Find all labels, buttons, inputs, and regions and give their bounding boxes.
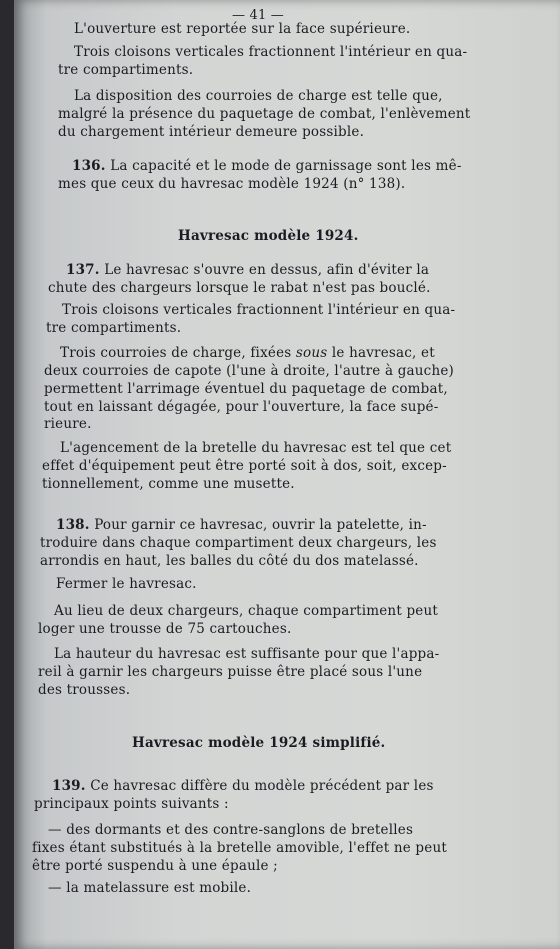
emphasis-text: sous bbox=[295, 345, 328, 361]
text-line: malgré la présence du paquetage de combat, l'enlèvement bbox=[58, 106, 471, 122]
text-line: des trousses. bbox=[38, 682, 131, 698]
paragraph-number: 137. bbox=[66, 262, 100, 278]
text-segment: le havresac, et bbox=[331, 345, 435, 361]
text-line: chute des chargeurs lorsque le rabat n'est pas bouclé. bbox=[48, 280, 431, 296]
book-page bbox=[14, 0, 560, 949]
page-number: — 41 — bbox=[232, 8, 285, 23]
text-line bbox=[60, 345, 435, 361]
text-line: loger une trousse de 75 cartouches. bbox=[38, 621, 292, 637]
text-segment: Trois courroies de charge, fixées bbox=[60, 345, 292, 361]
text-line: Au lieu de deux chargeurs, chaque compartiment peut bbox=[54, 603, 438, 619]
text-line: arrondis en haut, les balles du côté du dos matelassé. bbox=[40, 553, 419, 569]
paragraph-number: 136. bbox=[72, 158, 106, 174]
text-line: permettent l'arrimage éventuel du paquetage de combat, bbox=[44, 381, 448, 397]
text-line: reil à garnir les chargeurs puisse être placé sous l'une bbox=[38, 664, 423, 680]
text-line: tionnellement, comme une musette. bbox=[42, 476, 295, 492]
text-line: tout en laissant dégagée, pour l'ouverture, la face supé- bbox=[44, 399, 439, 415]
text-line bbox=[66, 262, 429, 278]
text-line: L'ouverture est reportée sur la face supérieure. bbox=[74, 21, 411, 37]
text-line: — des dormants et des contre-sanglons de bretelles bbox=[48, 822, 414, 838]
text-line: être porté suspendu à une épaule ; bbox=[32, 858, 278, 874]
text-line bbox=[56, 517, 427, 533]
text-line: Trois cloisons verticales fractionnent l'intérieur en qua- bbox=[62, 302, 456, 318]
paragraph-number: 139. bbox=[52, 778, 86, 794]
text-line: — la matelassure est mobile. bbox=[48, 880, 252, 896]
text-line: La disposition des courroies de charge est telle que, bbox=[74, 88, 443, 104]
text-line: mes que ceux du havresac modèle 1924 (n° 138). bbox=[58, 176, 406, 192]
text-line bbox=[52, 778, 434, 794]
paragraph-number: 138. bbox=[56, 517, 90, 533]
section-heading: Havresac modèle 1924 simplifié. bbox=[132, 735, 386, 751]
text-line bbox=[72, 158, 462, 174]
section-heading: Havresac modèle 1924. bbox=[178, 228, 359, 244]
text-line: tre compartiments. bbox=[58, 62, 194, 78]
text-line: deux courroies de capote (l'une à droite, l'autre à gauche) bbox=[44, 363, 454, 379]
text-line: Fermer le havresac. bbox=[56, 576, 197, 592]
text-line: troduire dans chaque compartiment deux chargeurs, les bbox=[40, 535, 437, 551]
text-segment: Ce havresac diffère du modèle précédent par les bbox=[90, 778, 434, 794]
text-segment: La capacité et le mode de garnissage sont les mê- bbox=[110, 158, 462, 174]
text-line: tre compartiments. bbox=[46, 320, 182, 336]
text-line: du chargement intérieur demeure possible. bbox=[58, 124, 365, 140]
text-line: Trois cloisons verticales fractionnent l'intérieur en qua- bbox=[74, 44, 468, 60]
text-line: rieure. bbox=[44, 416, 92, 432]
text-line: fixes étant substitués à la bretelle amovible, l'effet ne peut bbox=[32, 840, 447, 856]
text-segment: Le havresac s'ouvre en dessus, afin d'éviter la bbox=[104, 262, 430, 278]
text-line: principaux points suivants : bbox=[34, 796, 229, 812]
text-segment: Pour garnir ce havresac, ouvrir la patelette, in- bbox=[94, 517, 427, 533]
text-line: effet d'équipement peut être porté soit à dos, soit, excep- bbox=[42, 458, 447, 474]
text-line: L'agencement de la bretelle du havresac est tel que cet bbox=[60, 440, 452, 456]
text-line: La hauteur du havresac est suffisante pour que l'appa- bbox=[54, 646, 440, 662]
